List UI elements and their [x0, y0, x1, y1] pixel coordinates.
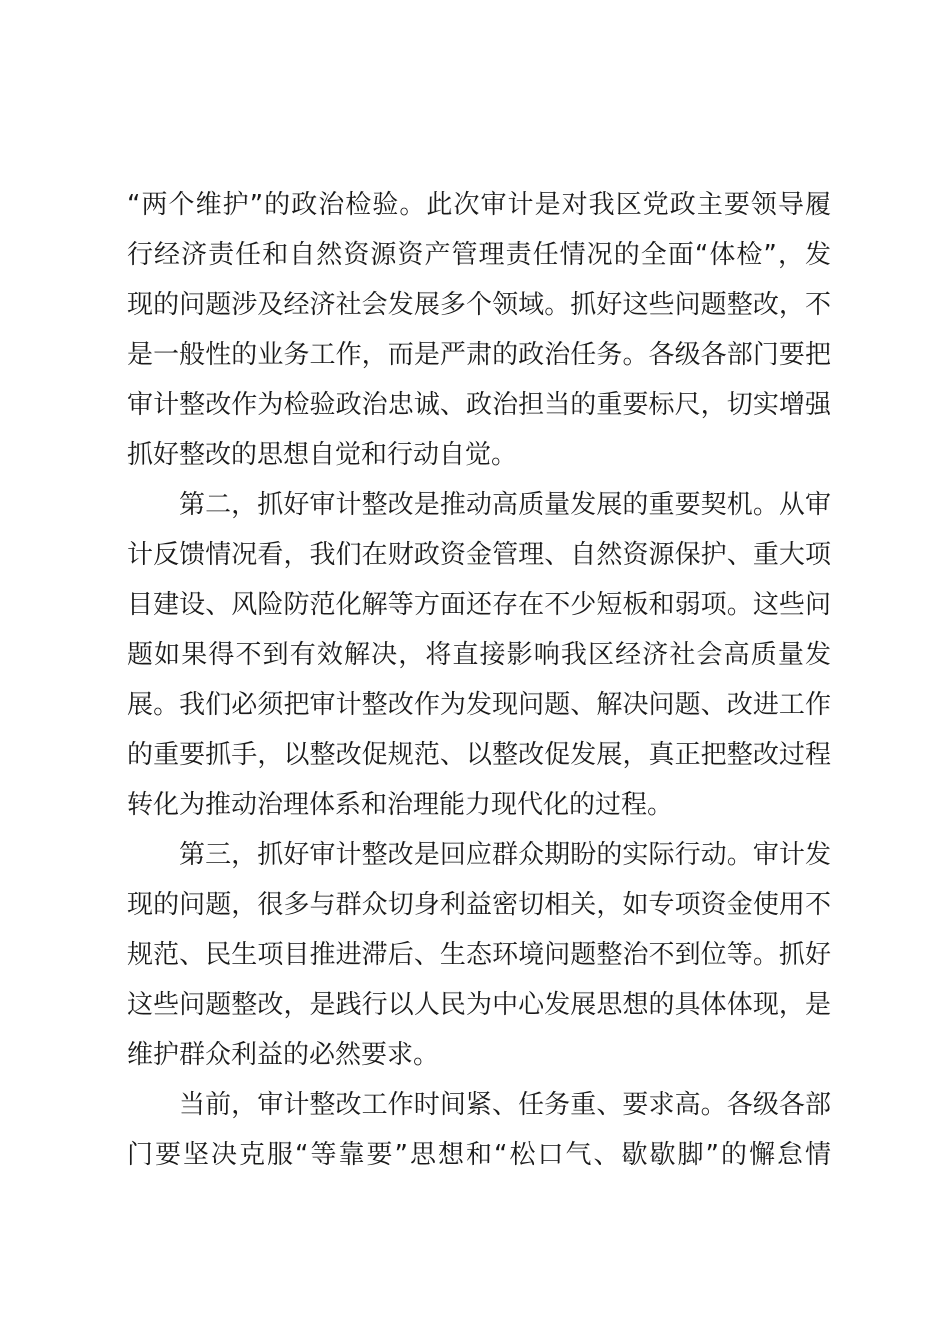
- text-line: 的重要抓手，以整改促规范、以整改促发展，真正把整改过程: [127, 740, 831, 770]
- text-line: 抓好整改的思想自觉和行动自觉。: [127, 440, 518, 470]
- paragraph: [127, 480, 831, 830]
- text-line: 转化为推动治理体系和治理能力现代化的过程。: [127, 790, 674, 820]
- text-line: 当前，审计整改工作时间紧、任务重、要求高。各级各部: [179, 1090, 831, 1120]
- text-line: 题如果得不到有效解决，将直接影响我区经济社会高质量发: [127, 640, 831, 670]
- text-line: “两个维护”的政治检验。此次审计是对我区党政主要领导履: [127, 190, 831, 220]
- text-line: 目建设、风险防范化解等方面还存在不少短板和弱项。这些问: [127, 590, 831, 620]
- text-line: 审计整改作为检验政治忠诚、政治担当的重要标尺，切实增强: [127, 390, 831, 420]
- text-line: 现的问题涉及经济社会发展多个领域。抓好这些问题整改，不: [127, 290, 831, 320]
- text-line: 展。我们必须把审计整改作为发现问题、解决问题、改进工作: [127, 690, 831, 720]
- text-line: 门要坚决克服“等靠要”思想和“松口气、歇歇脚”的懈怠情: [127, 1140, 831, 1170]
- paragraph: [127, 180, 831, 480]
- document-page: [127, 180, 831, 1180]
- paragraph: [127, 1080, 831, 1180]
- text-line: 第二，抓好审计整改是推动高质量发展的重要契机。从审: [179, 490, 831, 520]
- paragraph: [127, 830, 831, 1080]
- text-line: 行经济责任和自然资源资产管理责任情况的全面“体检”，发: [127, 240, 831, 270]
- text-line: 计反馈情况看，我们在财政资金管理、自然资源保护、重大项: [127, 540, 831, 570]
- text-line: 规范、民生项目推进滞后、生态环境问题整治不到位等。抓好: [127, 940, 831, 970]
- text-line: 维护群众利益的必然要求。: [127, 1040, 440, 1070]
- text-line: 现的问题，很多与群众切身利益密切相关，如专项资金使用不: [127, 890, 831, 920]
- text-line: 是一般性的业务工作，而是严肃的政治任务。各级各部门要把: [127, 340, 831, 370]
- text-line: 第三，抓好审计整改是回应群众期盼的实际行动。审计发: [179, 840, 831, 870]
- text-line: 这些问题整改，是践行以人民为中心发展思想的具体体现，是: [127, 990, 831, 1020]
